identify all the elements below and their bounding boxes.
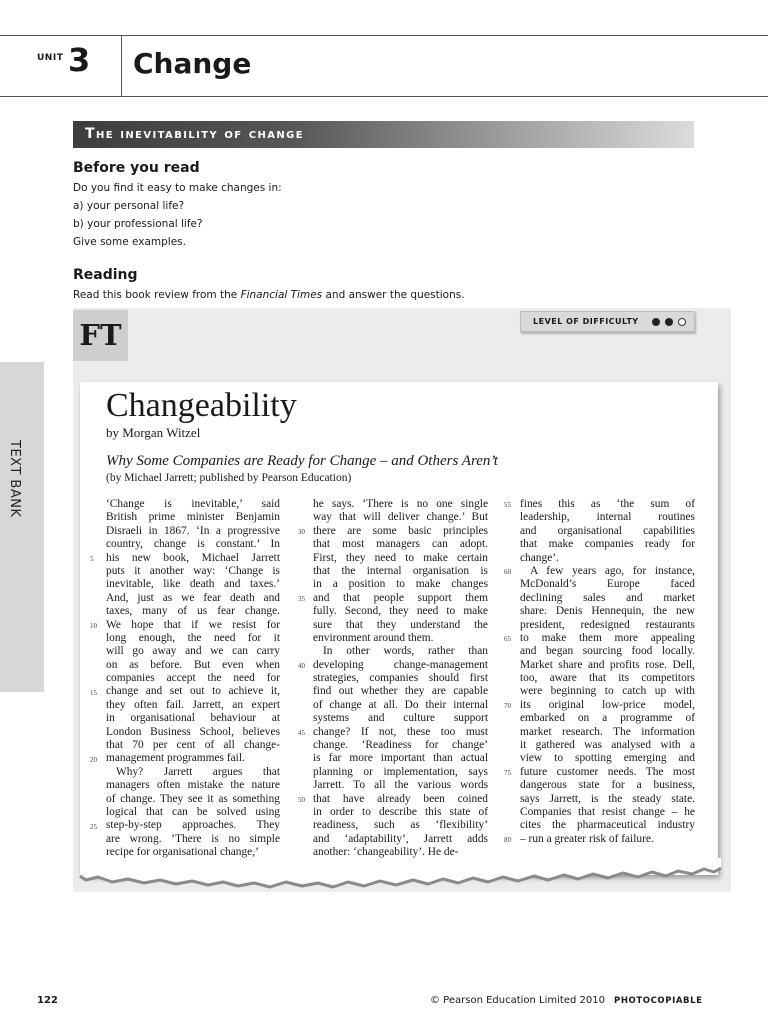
page-number: 122 <box>37 995 58 1006</box>
article-line: systems and culture support <box>313 712 488 725</box>
article-line: change. ‘Readiness for change’ <box>313 739 488 752</box>
line-number: 45 <box>298 728 305 737</box>
article-line: managers often mistake the nature <box>106 779 280 792</box>
line-number: 25 <box>90 822 97 831</box>
article-line: in organisational behaviour at <box>106 712 280 725</box>
reading-instruction-post: and answer the questions. <box>322 289 465 301</box>
before-you-read-line: b) your professional life? <box>73 218 203 230</box>
article-title: Changeability <box>106 387 297 424</box>
article-line: British prime minister Benjamin <box>106 511 280 524</box>
line-number: 55 <box>504 501 511 509</box>
article-line: environment around them. <box>313 631 434 644</box>
article-line: – run a greater risk of failure. <box>520 832 654 845</box>
side-tab-label: TEXT BANK <box>7 440 22 518</box>
line-number: 50 <box>298 795 305 804</box>
article-line: of change at all. Do their internal <box>313 698 488 711</box>
before-you-read-heading: Before you read <box>73 160 200 176</box>
article-line: London Business School, believes <box>106 725 280 738</box>
article-line: change? If not, these too must <box>313 725 488 738</box>
article-byline: by Morgan Witzel <box>106 425 201 440</box>
line-number: 75 <box>504 769 511 777</box>
article-line: says Jarrett, is the steady state. <box>520 792 695 805</box>
article-line: long enough, the need for it <box>106 631 280 644</box>
article-line: developing change-management <box>313 658 488 671</box>
header-bottom-rule <box>0 96 768 97</box>
article-line: were beginning to catch up with <box>520 685 695 698</box>
article-line: too, aware that its competitors <box>520 672 695 685</box>
reading-instruction-pre: Read this book review from the <box>73 289 241 301</box>
line-number: 5 <box>90 554 94 563</box>
article-line: puts it another way: ‘Change is <box>106 564 280 577</box>
copyright: © Pearson Education Limited 2010 <box>430 995 605 1006</box>
article-line: dangerous state for a business, <box>520 779 695 792</box>
article-line: of change. They see it as something <box>106 792 280 805</box>
article-line: country, change is constant.’ In <box>106 538 280 551</box>
difficulty-label: LEVEL OF DIFFICULTY <box>533 317 639 326</box>
article-line: Jarrett. To all the various words <box>313 779 488 792</box>
article-line: are wrong. ‘There is no simple <box>106 832 280 845</box>
article-subtitle: Why Some Companies are Ready for Change – and Others Aren’t <box>106 453 498 469</box>
line-number: 10 <box>90 621 97 630</box>
section-title: The inevitability of change <box>85 126 305 142</box>
article-line: president, redesigned restaurants <box>520 618 695 631</box>
line-number: 35 <box>298 594 305 603</box>
before-you-read-line: Give some examples. <box>73 236 186 248</box>
article-line: planning or implementation, says <box>313 765 488 778</box>
article-line: A few years ago, for instance, <box>530 564 695 577</box>
article-line: and organisational capabilities <box>520 524 695 537</box>
reading-heading: Reading <box>73 267 138 283</box>
article-line: that make companies ready for <box>520 538 695 551</box>
unit-label: UNIT <box>37 53 64 63</box>
article-line: will go away and we can carry <box>106 645 280 658</box>
article-line: declining sales and market <box>520 591 695 604</box>
article-line: in a position to make changes <box>313 578 488 591</box>
article-line: it gathered was analysed with a <box>520 739 695 752</box>
article-line: they often fail. Jarrett, an expert <box>106 698 280 711</box>
article-line: another: ‘changeability’. He de- <box>313 846 459 859</box>
header-divider <box>121 35 122 97</box>
article-line: McDonald’s Europe faced <box>520 578 695 591</box>
article-line: step-by-step approaches. They <box>106 819 280 832</box>
article-publication-info: (by Michael Jarrett; published by Pearson Education) <box>106 472 352 484</box>
torn-paper-edge <box>78 858 723 892</box>
article-line: ‘Change is inevitable,’ said <box>106 498 280 510</box>
article-line: leadership, internal routines <box>520 511 695 524</box>
article-line: view to spotting emerging and <box>520 752 695 765</box>
article-column-3 <box>520 498 695 846</box>
difficulty-dot <box>678 318 686 326</box>
article-line: strategies, companies should first <box>313 672 488 685</box>
article-line: that most managers can adopt. <box>313 538 488 551</box>
article-line: cites the pharmaceutical industry <box>520 819 695 832</box>
article-line: find out whether they are capable <box>313 685 488 698</box>
article-line: companies accept the need for <box>106 672 280 685</box>
article-line: embarked on a programme of <box>520 712 695 725</box>
article-line: recipe for organisational change,’ <box>106 846 259 859</box>
article-line: We hope that if we resist for <box>106 618 280 631</box>
line-number: 30 <box>298 527 305 536</box>
article-line: Market share and profits rose. Dell, <box>520 658 695 671</box>
article-line: to make them more appealing <box>520 631 695 644</box>
article-line: his new book, Michael Jarrett <box>106 551 280 564</box>
line-number: 20 <box>90 755 97 764</box>
unit-title: Change <box>133 47 252 80</box>
article-line: and that people support them <box>313 591 488 604</box>
article-line: and began sourcing food locally. <box>520 645 695 658</box>
article-line: future customer needs. The most <box>520 765 695 778</box>
difficulty-dot <box>652 318 660 326</box>
before-you-read-line: a) your personal life? <box>73 200 185 212</box>
article-line: In other words, rather than <box>323 645 488 658</box>
line-number: 40 <box>298 661 305 670</box>
article-line: that the internal organisation is <box>313 564 488 577</box>
article-line: First, they need to make certain <box>313 551 488 564</box>
article-line: and ‘adaptability’, Jarrett adds <box>313 832 488 845</box>
article-line: its original low-price model, <box>520 698 695 711</box>
before-you-read-line: Do you find it easy to make changes in: <box>73 182 282 194</box>
article-line: he says. ‘There is no one single <box>313 498 488 510</box>
article-line: is far more important than actual <box>313 752 488 765</box>
reading-instruction-source: Financial Times <box>240 289 323 301</box>
article-line: there are some basic principles <box>313 524 488 537</box>
difficulty-dot <box>665 318 673 326</box>
line-number: 60 <box>504 568 511 576</box>
article-line: fines this as ‘the sum of <box>520 498 695 510</box>
article-line: sure that they understand the <box>313 618 488 631</box>
header-top-rule <box>0 35 768 36</box>
ft-logo: FT <box>73 310 128 361</box>
article-line: Why? Jarrett argues that <box>116 765 280 778</box>
article-line: fully. Second, they need to make <box>313 605 488 618</box>
article-line: inevitable, like death and taxes.’ <box>106 578 280 591</box>
article-line: in order to describe this state of <box>313 805 488 818</box>
article-line: readiness, such as ‘flexibility’ <box>313 819 488 832</box>
article-column-2 <box>313 498 488 860</box>
line-number: 15 <box>90 688 97 697</box>
side-tab <box>0 362 44 692</box>
article-line: Disraeli in 1867. ‘In a progressive <box>106 524 280 537</box>
article-line: taxes, many of us fear change. <box>106 605 280 618</box>
difficulty-indicator <box>520 311 695 332</box>
article-line: Companies that resist change – he <box>520 805 695 818</box>
article-line: share. Denis Hennequin, the new <box>520 605 695 618</box>
photocopiable-label: PHOTOCOPIABLE <box>614 996 703 1006</box>
reading-instruction <box>73 289 465 302</box>
line-number: 70 <box>504 702 511 710</box>
line-number: 80 <box>504 836 511 844</box>
article-line: And, just as we fear death and <box>106 591 280 604</box>
article-line: logical that can be solved using <box>106 805 280 818</box>
article-line: change’. <box>520 551 559 564</box>
unit-number: 3 <box>68 41 91 79</box>
article-line: that have already been coined <box>313 792 488 805</box>
article-line: that 70 per cent of all change- <box>106 739 280 752</box>
article-line: way that will deliver change.’ But <box>313 511 488 524</box>
article-line: on as before. But even when <box>106 658 280 671</box>
article-line: management programmes fail. <box>106 752 245 765</box>
article-line: market research. The information <box>520 725 695 738</box>
line-number: 65 <box>504 635 511 643</box>
section-title-bar <box>73 121 694 148</box>
article-line: change and set out to achieve it, <box>106 685 280 698</box>
article-column-1 <box>106 498 280 860</box>
